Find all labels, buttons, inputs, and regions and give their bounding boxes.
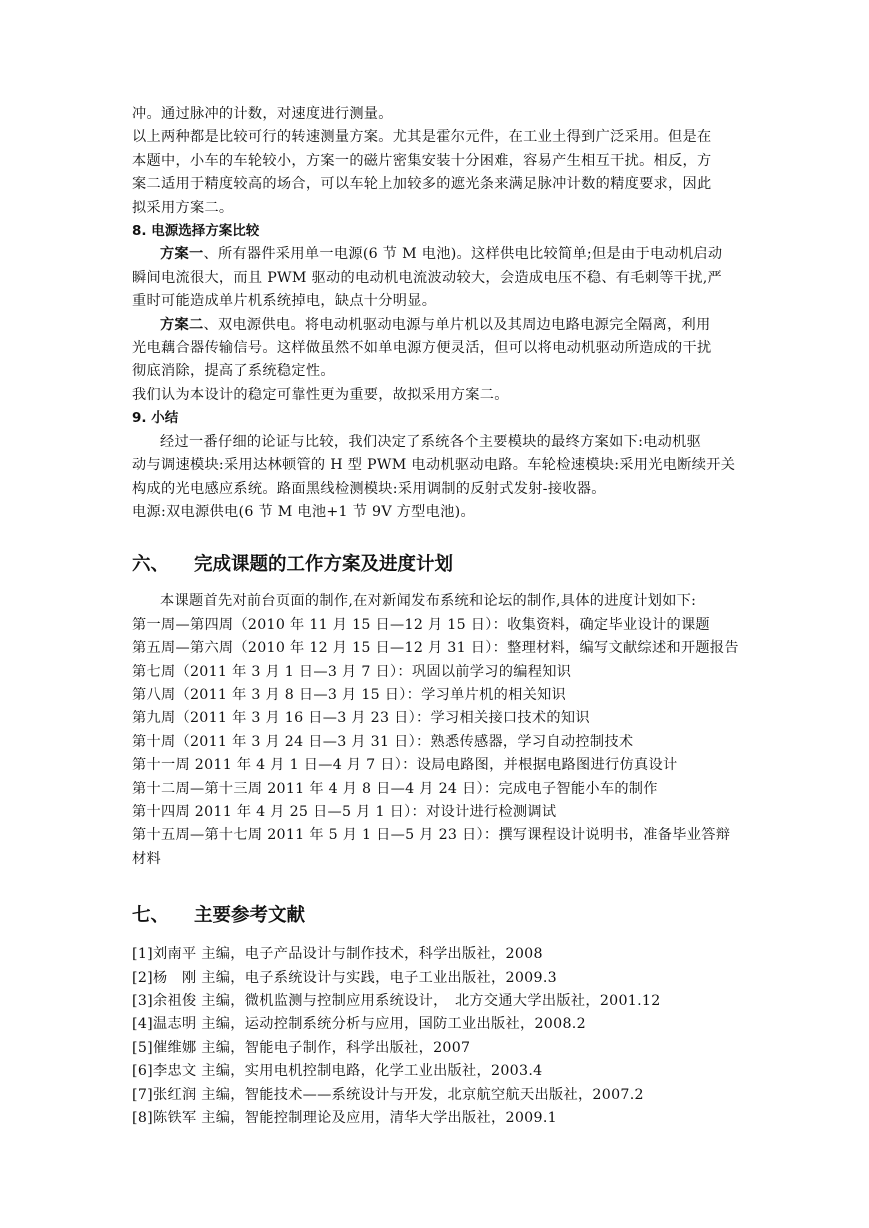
reference-item: [5]催维娜 主编，智能电子制作，科学出版社，2007 — [132, 1039, 471, 1056]
section-title: 完成课题的工作方案及进度计划 — [194, 554, 454, 576]
schedule-item: 第十周（2011 年 3 月 24 日—3 月 31 日）：熟悉传感器，学习自动控制技术 — [132, 733, 634, 750]
reference-item: [4]温志明 主编，运动控制系统分析与应用，国防工业出版社，2008.2 — [132, 1016, 586, 1033]
text-line: 经过一番仔细的论证与比较，我们决定了系统各个主要模块的最终方案如下:电动机驱 — [160, 433, 702, 450]
text-line: 本题中，小车的车轮较小，方案一的磁片密集安装十分困难，容易产生相互干扰。相反，方 — [132, 152, 712, 169]
schedule-list — [132, 590, 739, 871]
text-line: 案二适用于精度较高的场合，可以车轮上加较多的遮光条来满足脉冲计数的精度要求，因此 — [132, 176, 712, 193]
text-line: 以上两种都是比较可行的转速测量方案。尤其是霍尔元件，在工业土得到广泛采用。但是在 — [132, 129, 712, 146]
schedule-item: 第八周（2011 年 3 月 8 日—3 月 15 日）：学习单片机的相关知识 — [132, 686, 567, 703]
text-line: 瞬间电流很大，而且 PWM 驱动的电动机电流波动较大，会造成电压不稳、有毛刺等干扰,严 — [132, 269, 723, 286]
reference-item: [3]余祖俊 主编，微机监测与控制应用系统设计， 北方交通大学出版社，2001.12 — [132, 993, 661, 1009]
reference-item: [8]陈铁军 主编，智能控制理论及应用，清华大学出版社，2009.1 — [132, 1110, 557, 1127]
section-number: 七、 — [132, 905, 170, 927]
text-line: 光电藕合器传输信号。这样做虽然不如单电源方便灵活，但可以将电动机驱动所造成的干扰 — [132, 340, 712, 357]
text-line: 冲。通过脉冲的计数，对速度进行测量。 — [132, 106, 393, 122]
reference-item: [2]杨 刚 主编，电子系统设计与实践，电子工业出版社，2009.3 — [132, 969, 557, 986]
section-number: 六、 — [132, 554, 170, 576]
text-line: 我们认为本设计的稳定可靠性更为重要，故拟采用方案二。 — [132, 386, 509, 403]
plan-two-paragraph — [132, 314, 739, 408]
schedule-intro: 本课题首先对前台页面的制作,在对新闻发布系统和论坛的制作,具体的进度计划如下: — [160, 593, 697, 610]
text-line — [132, 314, 739, 337]
text-line: 重时可能造成单片机系统掉电，缺点十分明显。 — [132, 293, 437, 310]
text-line: 构成的光电感应系统。路面黑线检测模块:采用调制的反射式发射-接收器。 — [132, 480, 606, 497]
section-title: 主要参考文献 — [194, 905, 306, 927]
text-line: 彻底消除，提高了系统稳定性。 — [132, 363, 335, 380]
plan-two-text: 、双电源供电。将电动机驱动电源与单片机以及其周边电路电源完全隔离，利用 — [203, 316, 711, 333]
text-line — [132, 243, 739, 266]
text-line: 电源:双电源供电(6 节 M 电池+1 节 9V 方型电池)。 — [132, 503, 475, 520]
subheading-power-supply: 8. 电源选择方案比较 — [132, 223, 260, 240]
plan-one-text: 、所有器件采用单一电源(6 节 M 电池)。这样供电比较简单;但是由于电动机启动 — [203, 246, 723, 263]
text-line: 拟采用方案二。 — [132, 199, 234, 216]
reference-item: [7]张红润 主编，智能技术——系统设计与开发，北京航空航天出版社，2007.2 — [132, 1086, 644, 1103]
schedule-item: 第五周—第六周（2010 年 12 月 15 日—12 月 31 日）：整理材料，编写文献综述和开题报告 — [132, 640, 739, 657]
schedule-item: 第九周（2011 年 3 月 16 日—3 月 23 日）：学习相关接口技术的知识 — [132, 710, 590, 727]
section-heading-references — [132, 901, 739, 931]
schedule-item: 第十五周—第十七周 2011 年 5 月 1 日—5 月 23 日）：撰写课程设计说明书，准备毕业答辩 — [132, 827, 731, 844]
schedule-item: 第十二周—第十三周 2011 年 4 月 8 日—4 月 24 日）：完成电子智能小车的制作 — [132, 780, 658, 797]
subheading-summary: 9. 小结 — [132, 410, 179, 427]
schedule-item: 材料 — [132, 850, 161, 867]
reference-list — [132, 943, 739, 1130]
reference-item: [1]刘南平 主编，电子产品设计与制作技术，科学出版社，2008 — [132, 946, 543, 963]
plan-one-paragraph — [132, 243, 739, 313]
text-line: 动与调速模块:采用达林顿管的 H 型 PWM 电动机驱动电路。车轮检速模块:采用光电断续开关 — [132, 457, 736, 474]
speed-measurement-paragraph — [132, 103, 739, 220]
summary-paragraph — [132, 431, 739, 525]
schedule-item: 第十一周 2011 年 4 月 1 日—4 月 7 日）：设局电路图，并根据电路图进行仿真设计 — [132, 757, 678, 774]
schedule-item: 第一周—第四周（2010 年 11 月 15 日—12 月 15 日）：收集资料，确定毕业设计的课题 — [132, 616, 710, 633]
plan-one-label: 方案一 — [160, 246, 204, 263]
schedule-item: 第七周（2011 年 3 月 1 日—3 月 7 日）：巩固以前学习的编程知识 — [132, 663, 572, 680]
section-heading-work-plan — [132, 550, 739, 580]
schedule-item: 第十四周 2011 年 4 月 25 日—5 月 1 日）：对设计进行检测调试 — [132, 803, 557, 820]
reference-item: [6]李忠文 主编，实用电机控制电路，化学工业出版社，2003.4 — [132, 1063, 543, 1080]
document-page — [132, 103, 739, 1130]
plan-two-label: 方案二 — [160, 316, 204, 333]
